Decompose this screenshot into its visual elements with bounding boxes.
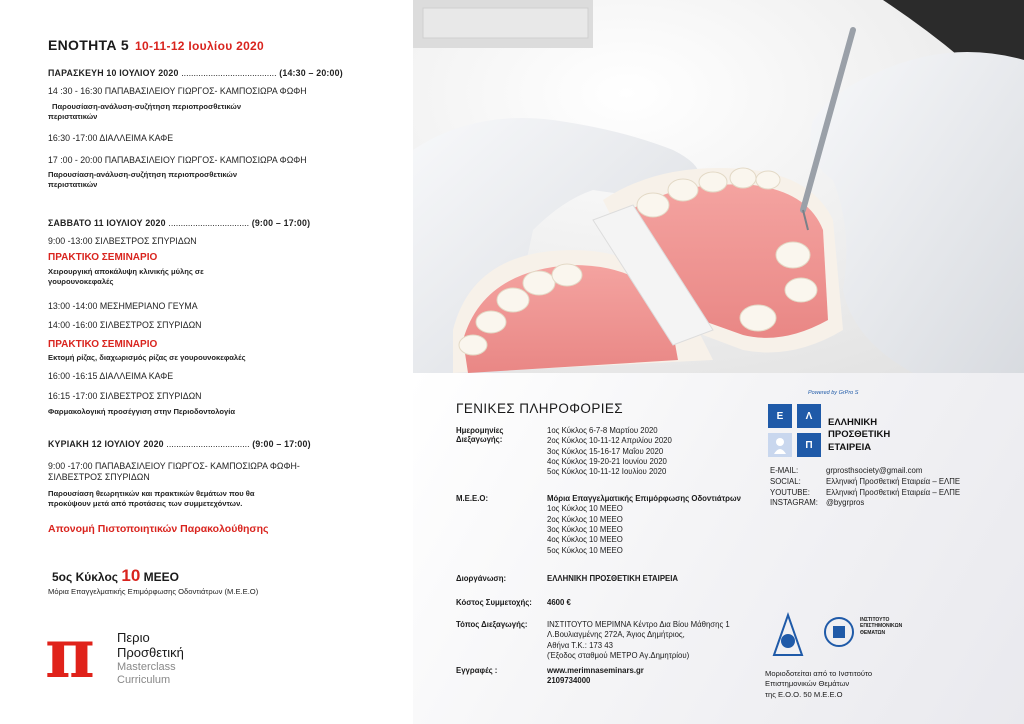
inst-line: ΘΕΜΑΤΩΝ [860, 629, 886, 636]
saturday-header [48, 218, 388, 229]
organizer-label: Διοργάνωση: [456, 574, 507, 583]
meeo-item: 1ος Κύκλος 10 ΜΕΕΟ [547, 504, 623, 514]
brand-line: Περιο [117, 630, 150, 645]
module-name: ΕΝΟΤΗΤΑ 5 [48, 37, 129, 53]
name-line: ΕΤΑΙΡΕΙΑ [828, 441, 872, 453]
date-item: 5ος Κύκλος 10-11-12 Ιουλίου 2020 [547, 467, 667, 477]
meeo-item: 5ος Κύκλος 10 ΜΕΕΟ [547, 545, 623, 555]
cycle-prefix: 5ος Κύκλος [52, 570, 119, 584]
day-title: ΚΥΡΙΑΚΗ 12 ΙΟΥΛΙΟΥ 2020 [48, 439, 164, 449]
schedule-slot: 16:00 -16:15 ΔΙΑΛΛΕΙΜΑ ΚΑΦΕ [48, 371, 174, 381]
schedule-slot [48, 461, 388, 484]
label-line: Ημερομηνίες [456, 426, 504, 435]
desc-line: περιστατικών [48, 180, 98, 190]
name-line: ΠΡΟΣΘΕΤΙΚΗ [828, 429, 891, 441]
date-item: 3ος Κύκλος 15-16-17 Μαΐου 2020 [547, 446, 664, 456]
inst-line: ΙΝΣΤΙΤΟΥΤΟ [860, 617, 890, 623]
youtube-link[interactable]: Ελληνική Προσθετική Εταιρεία – ΕΛΠΕ [826, 487, 961, 497]
organizer-value: ΕΛΛΗΝΙΚΗ ΠΡΟΣΘΕΤΙΚΗ ΕΤΑΙΡΕΙΑ [547, 574, 679, 583]
schedule-slot: 9:00 -13:00 ΣΙΛΒΕΣΤΡΟΣ ΣΠΥΡΙΔΩΝ [48, 236, 197, 246]
contact-social [770, 477, 960, 488]
desc-line: Χειρουργική αποκάλυψη κλινικής μύλης σε [48, 267, 204, 276]
social-link[interactable]: Ελληνική Προσθετική Εταιρεία – ΕΛΠΕ [826, 476, 961, 486]
day-time: (9:00 – 17:00) [251, 218, 311, 228]
date-item: 1ος Κύκλος 6-7-8 Μαρτίου 2020 [547, 426, 658, 435]
desc-line: Παρουσίαση θεωρητικών και πρακτικών θεμάτων που θα [48, 489, 255, 498]
dates-list [547, 426, 672, 478]
meeo-heading: Μόρια Επαγγελματικής Επιμόρφωσης Οδοντιάτρων [547, 494, 741, 503]
date-item: 4ος Κύκλος 19-20-21 Ιουνίου 2020 [547, 457, 667, 467]
schedule-slot: 17 :00 - 20:00 ΠΑΠΑΒΑΣΙΛΕΙΟΥ ΓΙΩΡΓΟΣ- ΚΑΜΠΟΣΙΩΡΑ ΦΩΦΗ [48, 155, 307, 165]
contact-email [770, 466, 960, 477]
email-link[interactable]: grprosthsociety@gmail.com [826, 466, 923, 475]
schedule-slot: 14:00 -16:00 ΣΙΛΒΕΣΤΡΟΣ ΣΠΥΡΙΔΩΝ [48, 320, 202, 330]
name-line: ΕΛΛΗΝΙΚΗ [828, 417, 878, 428]
certificate-award: Απονομή Πιστοποιητικών Παρακολούθησης [48, 523, 269, 535]
eoo-logo-icon [768, 611, 808, 659]
meeo-label: Μ.Ε.Ε.Ο: [456, 494, 489, 503]
general-info-title: ΓΕΝΙΚΕΣ ΠΛΗΡΟΦΟΡΙΕΣ [456, 401, 624, 416]
schedule-slot: 14 :30 - 16:30 ΠΑΠΑΒΑΣΙΛΕΙΟΥ ΓΙΩΡΓΟΣ- ΚΑΜΠΟΣΙΩΡΑ ΦΩΦΗ [48, 86, 307, 96]
schedule-slot: 16:15 -17:00 ΣΙΛΒΕΣΤΡΟΣ ΣΠΥΡΙΔΩΝ [48, 391, 202, 401]
dental-model-illustration [413, 0, 1024, 373]
day-title: ΣΑΒΒΑΤΟ 11 ΙΟΥΛΙΟΥ 2020 [48, 218, 166, 228]
sunday-header [48, 439, 388, 450]
dental-model-photo [413, 0, 1024, 373]
venue-line: ΙΝΣΤΙΤΟΥΤΟ ΜΕΡΙΜΝΑ Κέντρο Δια Βίου Μάθησης 1 [547, 620, 730, 629]
slot-line: 9:00 -17:00 ΠΑΠΑΒΑΣΙΛΕΙΟΥ ΓΙΩΡΓΟΣ- ΚΑΜΠΟΣΙΩΡΑ ΦΩΦΗ- [48, 461, 300, 471]
inst-line: ΕΠΙΣΤΗΜΟΝΙΚΩΝ [860, 623, 903, 630]
slot-description: Φαρμακολογική προσέγγιση στην Περιοδοντολογία [48, 407, 236, 416]
practical-seminar-label: ΠΡΑΚΤΙΚΟ ΣΕΜΙΝΑΡΙΟ [48, 339, 158, 350]
registration-label: Εγγραφές : [456, 666, 498, 675]
label-line: Διεξαγωγής: [456, 435, 503, 444]
registration-value [547, 666, 644, 687]
date-item: 2ος Κύκλος 10-11-12 Απριλίου 2020 [547, 436, 672, 446]
slot-description: Εκτομή ρίζας, διαχωρισμός ρίζας σε γουρουνοκεφαλές [48, 353, 246, 362]
slot-description [48, 102, 388, 123]
registration-phone: 2109734000 [547, 676, 591, 686]
contact-key: INSTAGRAM: [770, 498, 818, 508]
cost-label: Κόστος Συμμετοχής: [456, 598, 532, 607]
day-header [48, 68, 388, 79]
slot-description [48, 170, 388, 191]
slot-line: ΣΙΛΒΕΣΤΡΟΣ ΣΠΥΡΙΔΩΝ [48, 472, 150, 483]
note-line: της Ε.Ο.Ο. 50 Μ.Ε.Ε.Ο [765, 689, 843, 699]
day-title: ΠΑΡΑΣΚΕΥΗ 10 ΙΟΥΛΙΟΥ 2020 [48, 68, 179, 78]
dots: .................................. [166, 439, 250, 449]
venue-line: (Έξοδος σταθμού ΜΕΤΡΟ Αγ.Δημητρίου) [547, 651, 690, 661]
cycle-number: 10 [121, 566, 141, 585]
society-name [828, 417, 890, 454]
note-line: Μοριοδοτείται από το Ινστιτούτο [765, 669, 873, 678]
day-time: (9:00 – 17:00) [252, 439, 311, 449]
meeo-list [547, 494, 741, 556]
slot-description [48, 267, 388, 288]
brand-line: Masterclass [117, 661, 176, 673]
venue-value [547, 620, 730, 661]
meeo-item: 2ος Κύκλος 10 ΜΕΕΟ [547, 514, 623, 524]
bust-icon [773, 436, 787, 454]
desc-line: περιστατικών [48, 112, 98, 122]
accreditation-logos [768, 611, 1008, 671]
day-time: (14:30 – 20:00) [279, 68, 343, 78]
contact-youtube [770, 488, 960, 499]
general-info-panel [413, 373, 1024, 724]
contact-key: SOCIAL: [770, 476, 801, 486]
contact-key: YOUTUBE: [770, 487, 810, 497]
brand-line: Προσθετική [117, 645, 184, 660]
desc-line: προκύψουν μετά από προτάσεις των συμμετεχόντων. [48, 499, 243, 509]
cycle-title [48, 565, 388, 587]
perioprosthetic-logo [45, 614, 245, 694]
registration-website-link[interactable]: www.merimnaseminars.gr [547, 666, 644, 675]
institute-name [860, 617, 902, 636]
cycle-subtitle: Μόρια Επαγγελματικής Επιμόρφωσης Οδοντιάτρων (Μ.Ε.Ε.Ο) [48, 587, 259, 597]
venue-label: Τόπος Διεξαγωγής: [456, 620, 528, 629]
contact-list [770, 466, 960, 509]
module-dates: 10-11-12 Ιουλίου 2020 [135, 39, 265, 53]
dots: ....................................... [181, 68, 277, 78]
contact-key: E-MAIL: [770, 466, 799, 475]
logo-bust-icon [768, 433, 792, 457]
note-line: Επιστημονικών Θεμάτων [765, 679, 850, 689]
desc-line: Παρουσίαση-ανάλυση-συζήτηση περιοπροσθετικών [52, 102, 242, 111]
logo-square: Ε [768, 404, 792, 428]
cycle-suffix: ΜΕΕΟ [143, 570, 179, 584]
desc-line: Παρουσίαση-ανάλυση-συζήτηση περιοπροσθετικών [48, 170, 238, 179]
logo-square: Λ [797, 404, 821, 428]
dots: ................................. [168, 218, 250, 228]
brand-line: Curriculum [117, 674, 171, 686]
desc-line: γουρουνοκεφαλές [48, 277, 114, 287]
slot-description [48, 489, 388, 510]
friday-block [48, 68, 388, 79]
schedule-slot: 13:00 -14:00 ΜΕΣΗΜΕΡΙΑΝΟ ΓΕΥΜΑ [48, 301, 198, 311]
meeo-item: 3ος Κύκλος 10 ΜΕΕΟ [547, 525, 623, 535]
venue-line: Αθήνα Τ.Κ.: 173 43 [547, 640, 613, 650]
powered-by: Powered by GrPro S [808, 390, 859, 396]
practical-seminar-label: ΠΡΑΚΤΙΚΟ ΣΕΜΙΝΑΡΙΟ [48, 252, 158, 263]
hellenic-prosthetic-society-logo [768, 390, 1008, 475]
institute-seal-icon [823, 616, 855, 648]
instagram-link[interactable]: @bygrpros [826, 498, 865, 508]
cost-value: 4600 € [547, 598, 571, 607]
contact-instagram [770, 498, 960, 509]
pi-symbol: π [45, 614, 95, 694]
dates-label [456, 426, 503, 444]
schedule-slot: 16:30 -17:00 ΔΙΑΛΛΕΙΜΑ ΚΑΦΕ [48, 133, 174, 143]
venue-line: Λ.Βουλιαγμένης 272Α, Άγιος Δημήτριος, [547, 630, 685, 640]
cycle-credits [48, 565, 388, 597]
module-title [48, 37, 264, 53]
schedule-panel [0, 0, 413, 724]
logo-square: Π [797, 433, 821, 457]
meeo-item: 4ος Κύκλος 10 ΜΕΕΟ [547, 535, 623, 545]
accreditation-note [765, 669, 872, 700]
